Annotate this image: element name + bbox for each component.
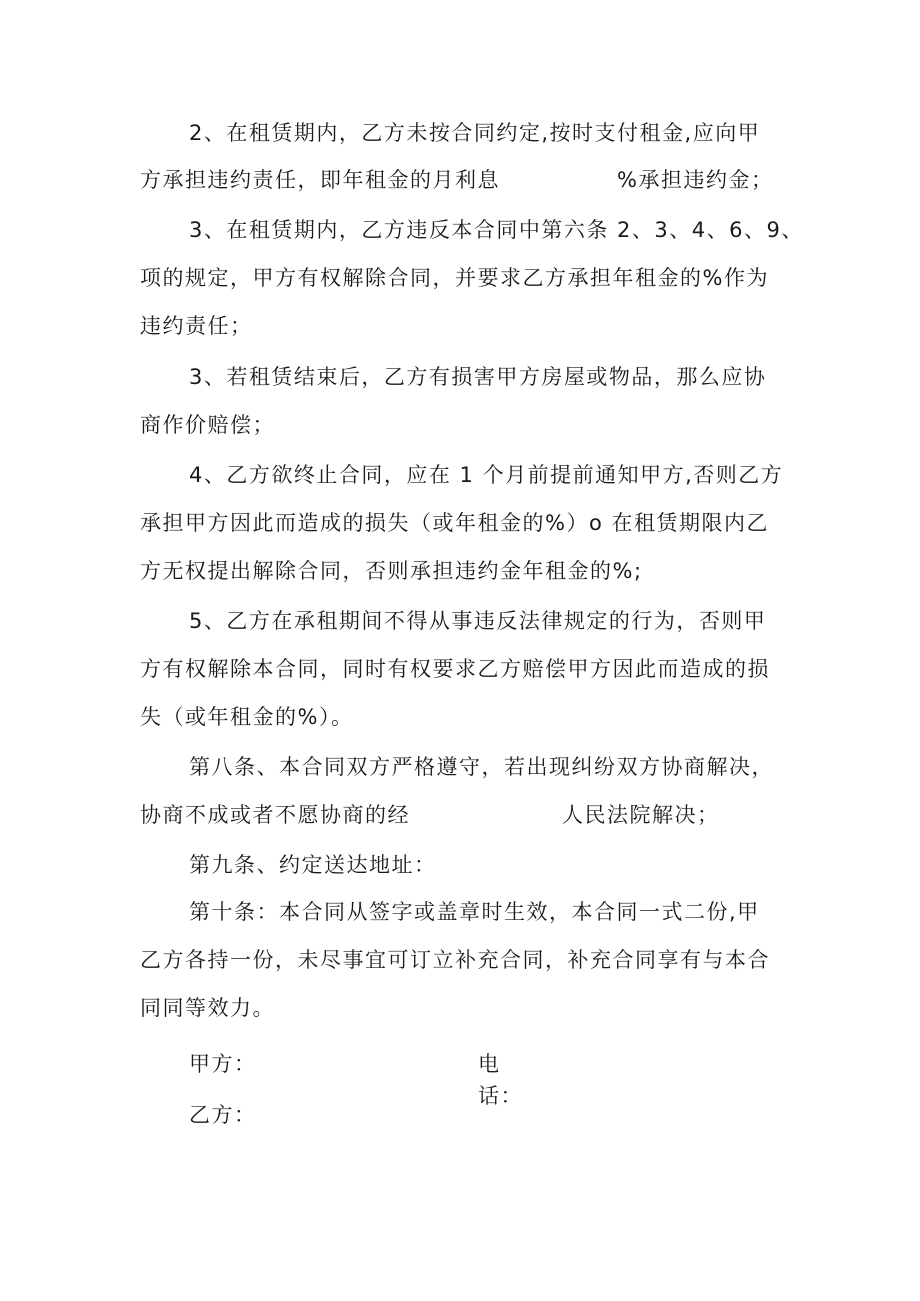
clause-3a-line-1: 3、在租赁期内，乙方违反本合同中第六条 2、3、4、6、9、 [189,218,804,242]
signature-party-b: 乙方： [189,1103,257,1127]
article-10-line-1: 第十条：本合同从签字或盖章时生效，本合同一式二份,甲 [189,900,760,924]
signature-phone-line-1: 电 [478,1052,501,1076]
signature-phone-line-2: 话： [478,1084,523,1108]
clause-3b-line-1: 3、若租赁结束后，乙方有损害甲方房屋或物品，那么应协 [189,365,767,389]
clause-3a-line-2: 项的规定，甲方有权解除合同，并要求乙方承担年租金的%作为 [140,266,769,290]
clause-3a-line-3: 违约责任； [140,314,253,338]
article-8-line-1: 第八条、本合同双方严格遵守，若出现纠纷双方协商解决， [189,755,774,779]
clause-2-line-2-tail: %承担违约金； [617,168,774,192]
article-10-line-3: 同同等效力。 [140,996,275,1020]
clause-5-line-1: 5、乙方在承租期间不得从事违反法律规定的行为，否则甲 [189,609,767,633]
clause-2-line-1: 2、在租赁期内，乙方未按合同约定,按时支付租金,应向甲 [189,121,761,145]
article-8-line-2-tail: 人民法院解决； [562,803,720,827]
clause-4-line-2: 承担甲方因此而造成的损失（或年租金的%）o 在租赁期限内乙 [140,511,769,535]
article-9-line-1: 第九条、约定送达地址： [189,853,437,877]
clause-3b-line-2: 商作价赔偿； [140,413,275,437]
signature-party-a: 甲方： [189,1052,257,1076]
article-8-line-2: 协商不成或者不愿协商的经 [140,803,410,827]
clause-5-line-3: 失（或年租金的%）。 [140,705,354,729]
clause-4-line-1: 4、乙方欲终止合同，应在 1 个月前提前通知甲方,否则乙方 [189,463,784,487]
clause-5-line-2: 方有权解除本合同，同时有权要求乙方赔偿甲方因此而造成的损 [140,657,770,681]
clause-4-line-3: 方无权提出解除合同，否则承担违约金年租金的%; [140,559,643,583]
clause-2-line-2: 方承担违约责任，即年租金的月利息 [140,168,500,192]
article-10-line-2: 乙方各持一份，未尽事宜可订立补充合同，补充合同享有与本合 [140,948,770,972]
